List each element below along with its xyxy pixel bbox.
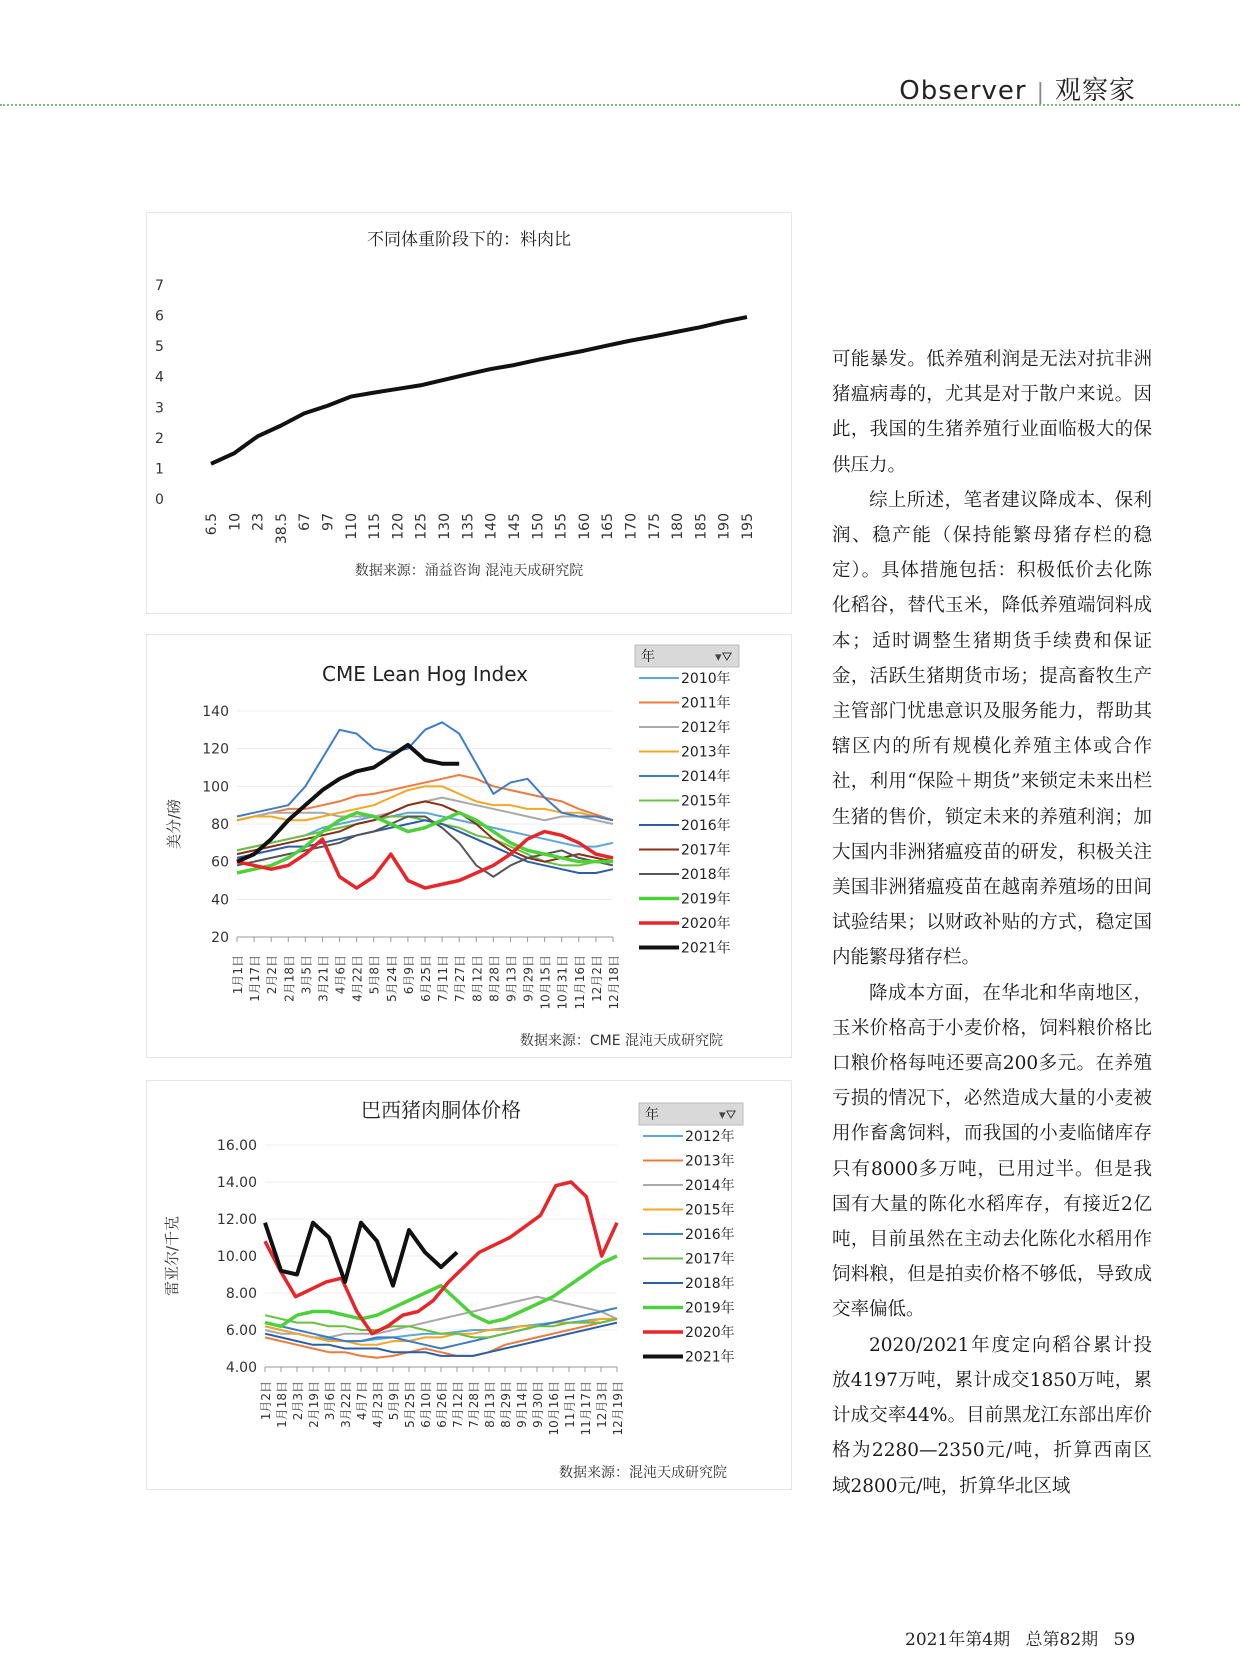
- x-tick-label: 9月13日: [504, 955, 519, 1002]
- y-tick-label: 140: [202, 704, 229, 720]
- article-paragraph-2: 综上所述，笔者建议降成本、保利润、稳产能（保持能繁母猪存栏的稳定）。具体措施包括：积极低价去化陈化稻谷，替代玉米，降低养殖端饲料成本；适时调整生猪期货手续费和保证金，活跃生猪期货市场；提高畜牧生产主管部门忧患意识及服务能力，帮助其辖区内的所有规模化养殖主体或合作社，利用“保险＋期货”来锁定未来出栏生猪的售价，锁定未来的养殖利润；加大国内非洲猪瘟疫苗的研发，积极关注美国非洲猪瘟疫苗在越南养殖场的田间试验结果；以财政补贴的方式，稳定国内能繁母猪存栏。: [832, 489, 1152, 969]
- series-line: [237, 722, 613, 820]
- x-tick-label: 175: [646, 513, 663, 540]
- brand-separator: |: [1036, 80, 1045, 105]
- chart-title: CME Lean Hog Index: [322, 662, 528, 686]
- y-tick-label: 4: [155, 369, 164, 386]
- legend-label: 2021年: [685, 1349, 735, 1366]
- legend-label: 2016年: [681, 818, 731, 834]
- y-tick-label: 16.00: [216, 1138, 257, 1154]
- x-tick-label: 9月14日: [515, 1381, 529, 1428]
- x-tick-label: 3月5日: [299, 955, 314, 995]
- chart-source: 数据来源：涌益咨询 混沌天成研究院: [354, 563, 584, 579]
- x-tick-label: 8月12日: [470, 955, 485, 1002]
- x-tick-label: 5月25日: [403, 1381, 417, 1428]
- legend-label: 2020年: [681, 916, 731, 932]
- x-tick-label: 10: [227, 513, 244, 531]
- chart-title: 不同体重阶段下的：料肉比: [367, 230, 571, 250]
- x-tick-label: 4月22日: [350, 955, 365, 1002]
- legend-label: 2020年: [685, 1325, 735, 1341]
- x-tick-label: 6月26日: [435, 1381, 449, 1428]
- x-tick-label: 110: [343, 513, 360, 540]
- y-tick-label: 4.00: [225, 1360, 257, 1376]
- x-tick-label: 12月3日: [595, 1381, 609, 1428]
- legend-label: 2021年: [681, 940, 731, 957]
- x-tick-label: 2月18日: [282, 955, 297, 1002]
- x-tick-label: 165: [600, 513, 617, 540]
- legend-label: 2019年: [681, 891, 731, 908]
- article-body: [832, 342, 1152, 1504]
- x-tick-label: 9月29日: [521, 955, 536, 1002]
- y-tick-label: 80: [211, 817, 229, 833]
- x-tick-label: 160: [576, 513, 593, 540]
- chart-source: 数据来源：混沌天成研究院: [559, 1465, 727, 1481]
- x-tick-label: 12月18日: [607, 955, 621, 1010]
- legend-label: 2013年: [681, 744, 731, 761]
- x-tick-label: 67: [297, 513, 314, 531]
- issue-number: 2021年第4期: [905, 1630, 1011, 1650]
- x-tick-label: 1月1日: [231, 955, 245, 995]
- x-tick-label: 1月18日: [275, 1381, 289, 1428]
- series-line: [237, 745, 459, 862]
- series-line: [211, 317, 747, 464]
- x-tick-label: 190: [716, 513, 733, 540]
- x-tick-label: 3月6日: [323, 1381, 337, 1421]
- x-tick-label: 8月29日: [499, 1381, 513, 1428]
- legend-label: 2015年: [681, 793, 731, 810]
- y-tick-label: 2: [155, 430, 164, 447]
- y-tick-label: 14.00: [216, 1175, 257, 1191]
- chart-title: 巴西猪肉胴体价格: [361, 1098, 521, 1122]
- x-tick-label: 38.5: [273, 513, 290, 545]
- y-tick-label: 6.00: [225, 1323, 257, 1339]
- x-tick-label: 5月24日: [384, 955, 399, 1002]
- x-tick-label: 97: [320, 513, 337, 531]
- legend-label: 2014年: [685, 1178, 735, 1194]
- y-tick-label: 20: [211, 930, 229, 946]
- x-tick-label: 11月1日: [563, 1381, 577, 1428]
- x-tick-label: 4月6日: [333, 955, 348, 995]
- article-paragraph-1: 可能暴发。低养殖利润是无法对抗非洲猪瘟病毒的，尤其是对于散户来说。因此，我国的生猪养殖行业面临极大的保供压力。: [832, 349, 1152, 476]
- y-tick-label: 12.00: [216, 1212, 257, 1228]
- page-number: 59: [1113, 1630, 1136, 1650]
- cme-hog-chart-svg: [147, 635, 791, 1057]
- y-tick-label: 6: [155, 308, 164, 325]
- x-tick-label: 8月13日: [483, 1381, 497, 1428]
- y-tick-label: 1: [155, 461, 164, 478]
- x-tick-label: 195: [740, 513, 756, 540]
- x-tick-label: 7月28日: [467, 1381, 481, 1428]
- x-tick-label: 3月21日: [316, 955, 331, 1002]
- legend-label: 2011年: [681, 695, 731, 712]
- x-tick-label: 23: [250, 513, 267, 531]
- cme-hog-chart: [146, 634, 792, 1058]
- x-tick-label: 150: [530, 513, 547, 540]
- x-tick-label: 5月9日: [387, 1381, 401, 1421]
- x-tick-label: 7月27日: [453, 955, 468, 1002]
- y-tick-label: 100: [202, 779, 229, 796]
- header-dotted-rule: [0, 104, 1240, 106]
- chart-source: 数据来源：CME 混沌天成研究院: [519, 1033, 723, 1049]
- x-tick-label: 170: [623, 513, 640, 540]
- x-tick-label: 7月11日: [436, 955, 451, 1002]
- y-tick-label: 5: [155, 339, 164, 356]
- legend-label: 2015年: [685, 1202, 735, 1219]
- x-tick-label: 4月7日: [355, 1381, 369, 1421]
- filter-icon: ▾⛛: [719, 1108, 737, 1123]
- article-paragraph-4: 2020/2021年度定向稻谷累计投放4197万吨，累计成交1850万吨，累计成交率44%。目前黑龙江东部出库价格为2280—2350元/吨，折算西南区域2800元/吨，折算华北区域: [832, 1334, 1152, 1497]
- legend-label: 2017年: [681, 842, 731, 859]
- x-tick-label: 6月9日: [401, 955, 416, 995]
- legend-label: 2013年: [685, 1153, 735, 1170]
- legend-label: 2012年: [681, 720, 731, 736]
- x-tick-label: 10月31日: [555, 955, 570, 1010]
- article-paragraph-3: 降成本方面，在华北和华南地区，玉米价格高于小麦价格，饲料粮价格比口粮价格每吨还要高200多元。在养殖亏损的情况下，必然造成大量的小麦被用作畜禽饲料，而我国的小麦临储库存只有8000多万吨，已用过半。但是我国有大量的陈化水稻库存，有接近2亿吨，目前虽然在主动去化陈化水稻用作饲料粮，但是拍卖价格不够低，导致成交率偏低。: [832, 982, 1152, 1321]
- total-issue: 总第82期: [1025, 1630, 1099, 1650]
- x-tick-label: 10月15日: [538, 955, 553, 1010]
- legend-label: 2018年: [685, 1276, 735, 1292]
- magazine-brand: [899, 70, 1136, 107]
- x-tick-label: 120: [390, 513, 407, 540]
- page-header: [0, 0, 1240, 110]
- filter-icon: ▾⛛: [715, 650, 733, 665]
- x-tick-label: 180: [670, 513, 687, 540]
- x-tick-label: 8月28日: [487, 955, 502, 1002]
- page-footer: [905, 1625, 1145, 1650]
- x-tick-label: 2月19日: [307, 1381, 321, 1428]
- x-tick-label: 11月17日: [579, 1381, 593, 1436]
- brand-cn: 观察家: [1054, 76, 1136, 106]
- x-tick-label: 5月8日: [367, 955, 382, 995]
- series-line: [265, 1308, 617, 1349]
- legend-header: 年: [641, 649, 655, 665]
- brazil-pork-chart-svg: [147, 1081, 791, 1489]
- x-tick-label: 130: [437, 513, 454, 540]
- feed-ratio-chart: [146, 212, 792, 614]
- feed-ratio-chart-svg: [147, 213, 791, 613]
- x-tick-label: 155: [553, 513, 570, 540]
- x-tick-label: 115: [367, 513, 384, 540]
- x-tick-label: 1月17日: [248, 955, 263, 1002]
- x-tick-label: 125: [413, 513, 430, 540]
- legend-label: 2012年: [685, 1129, 735, 1145]
- y-tick-label: 40: [211, 892, 229, 909]
- x-tick-label: 6月25日: [419, 955, 433, 1002]
- x-tick-label: 12月2日: [589, 955, 604, 1002]
- x-tick-label: 185: [693, 513, 710, 540]
- legend-label: 2017年: [685, 1251, 735, 1268]
- legend-label: 2019年: [685, 1300, 735, 1317]
- x-tick-label: 6月10日: [419, 1381, 433, 1428]
- brand-en: Observer: [899, 76, 1027, 106]
- y-axis-label: 美分/磅: [165, 798, 183, 850]
- legend-label: 2018年: [681, 867, 731, 883]
- x-tick-label: 12月19日: [611, 1381, 625, 1436]
- x-tick-label: 1月2日: [259, 1381, 273, 1421]
- y-tick-label: 7: [155, 278, 164, 294]
- legend-header: 年: [645, 1107, 659, 1123]
- series-line: [265, 1223, 457, 1286]
- x-tick-label: 9月30日: [531, 1381, 545, 1428]
- y-tick-label: 3: [155, 400, 164, 417]
- legend-label: 2014年: [681, 769, 731, 785]
- x-tick-label: 3月22日: [339, 1381, 353, 1428]
- x-tick-label: 4月23日: [371, 1381, 385, 1428]
- x-tick-label: 135: [460, 513, 477, 540]
- x-tick-label: 11月16日: [572, 955, 587, 1010]
- x-tick-label: 10月16日: [547, 1381, 561, 1436]
- y-tick-label: 0: [155, 492, 164, 508]
- y-tick-label: 10.00: [216, 1249, 257, 1265]
- y-tick-label: 120: [202, 741, 229, 758]
- x-tick-label: 7月12日: [451, 1381, 465, 1428]
- legend-label: 2016年: [685, 1227, 735, 1243]
- x-tick-label: 2月2日: [265, 955, 280, 995]
- brazil-pork-chart: [146, 1080, 792, 1490]
- y-tick-label: 60: [211, 854, 229, 871]
- y-axis-label: 雷亚尔/千克: [163, 1215, 181, 1297]
- y-tick-label: 8.00: [225, 1286, 257, 1302]
- x-tick-label: 140: [483, 513, 500, 540]
- legend-label: 2010年: [681, 671, 731, 687]
- x-tick-label: 6.5: [204, 513, 220, 536]
- x-tick-label: 2月3日: [291, 1381, 305, 1421]
- x-tick-label: 145: [506, 513, 523, 540]
